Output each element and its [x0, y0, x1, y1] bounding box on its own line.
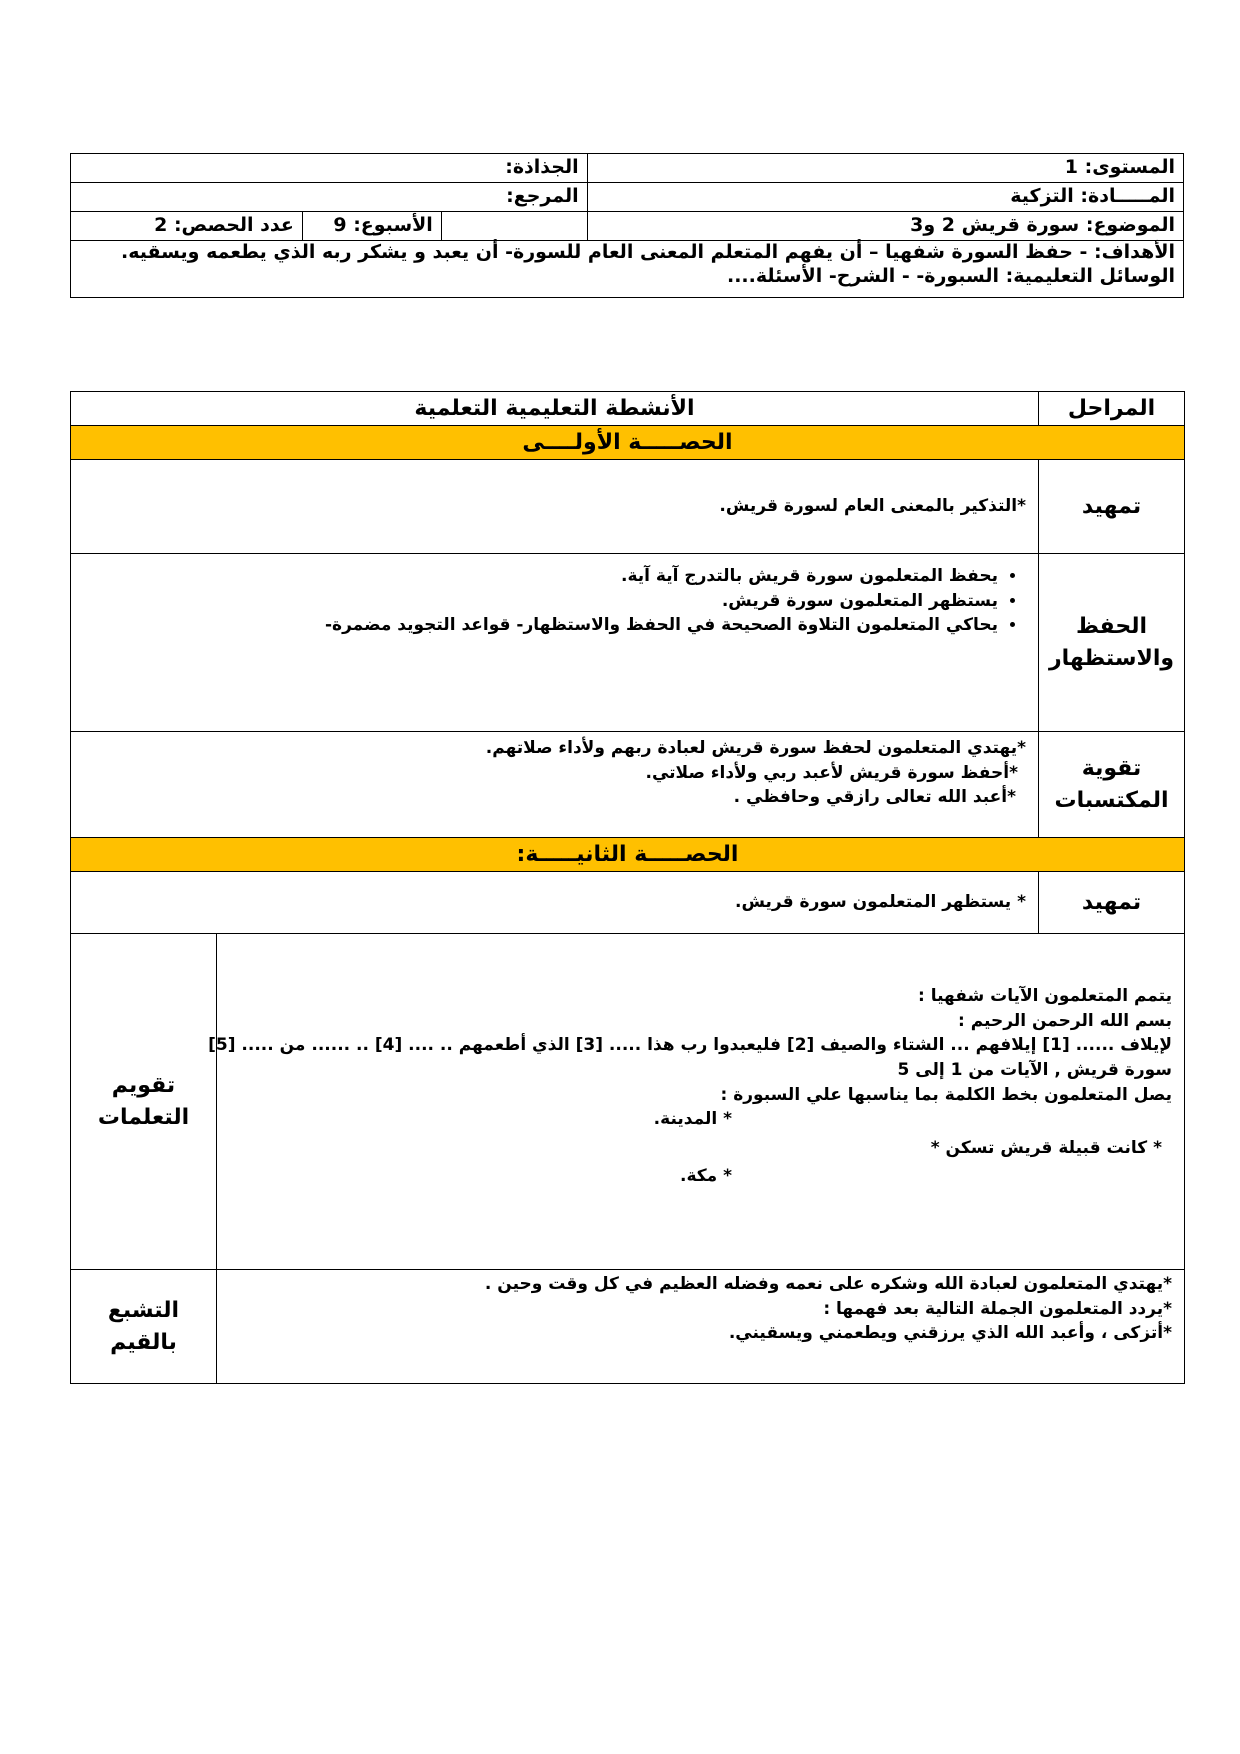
stage-intro-2: تمهيد	[1039, 872, 1185, 934]
list-item: • يحاكي المتعلمون التلاوة الصحيحة في الحفظ والاستظهار- قواعد التجويد مضمرة-	[83, 613, 998, 638]
activities-table	[70, 391, 1185, 1384]
intro-1-content	[71, 460, 1039, 554]
header-info-table	[70, 153, 1184, 298]
values-line: *يردد المتعلمون الجملة التالية بعد فهمها :	[823, 1298, 1172, 1319]
evaluation-line: بسم الله الرحمن الرحيم :	[958, 1010, 1172, 1031]
values-line: *أتزكى ، وأعبد الله الذي يرزقني ويطعمني ويسقيني.	[728, 1323, 1172, 1344]
stage-reinforcement	[1039, 732, 1185, 838]
stages-column-header: المراحل	[1039, 392, 1185, 426]
values-line: *يهتدي المتعلمون لعبادة الله وشكره على نعمه وفضله العظيم في كل وقت وحين .	[484, 1274, 1172, 1294]
reinforcement-line: *يهتدي المتعلمون لحفظ سورة قريش لعبادة ربهم ولأداء صلاتهم.	[485, 738, 1026, 758]
level-cell: المستوى: 1	[587, 154, 1183, 183]
match-sentence: * كانت قبيلة قريش تسكن *	[930, 1137, 1162, 1158]
session-2-title: الحصـــــة الثانيـــــة:	[71, 838, 1185, 872]
stage-evaluation-line-1: تقويم	[111, 1072, 176, 1098]
evaluation-content	[208, 934, 1185, 1270]
reference-cell: المرجع:	[71, 183, 588, 212]
memorization-content	[71, 554, 1039, 732]
evaluation-line: لإيلاف ...... [1] إيلافهم ... الشتاء والصيف [2] فليعبدوا رب هذا ..... [3] الذي أطعمهم .. .... [4] .. ...... من ..... [5]	[208, 1035, 1172, 1056]
week-cell: الأسبوع: 9	[302, 212, 441, 241]
subject-cell: المـــــادة: التزكية	[587, 183, 1183, 212]
objectives-text: الأهداف: - حفظ السورة شفهيا – أن يفهم المتعلم المعنى العام للسورة- أن يعبد و يشكر ربه الذي يطعمه ويسقيه.	[121, 241, 1175, 263]
stage-values: التشبع بالقيم	[71, 1270, 217, 1384]
values-content	[217, 1270, 1185, 1384]
topic-cell: الموضوع: سورة قريش 2 و3	[587, 212, 1183, 241]
session-1-title: الحصـــــة الأولــــى	[71, 426, 1185, 460]
stage-intro-1: تمهيد	[1039, 460, 1185, 554]
memorization-list	[83, 564, 1026, 638]
sessions-count-cell: عدد الحصص: 2	[71, 212, 303, 241]
evaluation-line: يتمم المتعلمون الآيات شفهيا :	[917, 986, 1172, 1006]
activities-column-header: الأنشطة التعليمية التعلمية	[71, 392, 1039, 426]
evaluation-line: يصل المتعلمون بخط الكلمة بما يناسبها علي السبورة :	[720, 1084, 1172, 1105]
objectives-cell	[71, 241, 1184, 298]
stage-reinforcement-line-2: المكتسبات	[1054, 787, 1169, 813]
match-option-2: * مكة.	[680, 1166, 732, 1187]
list-item: • يستظهر المتعلمون سورة قريش.	[83, 589, 998, 614]
stage-memorization-line-2: والاستظهار	[1048, 645, 1175, 671]
spacer-cell	[441, 212, 587, 241]
evaluation-line: سورة قريش , الآيات من 1 إلى 5	[897, 1059, 1172, 1080]
stage-evaluation-line-2: التعلمات	[97, 1104, 190, 1130]
match-option-1: * المدينة.	[653, 1109, 732, 1130]
stage-memorization	[1039, 554, 1185, 732]
stage-memorization-line-1: الحفظ	[1075, 613, 1148, 639]
intro-1-text: *التذكير بالمعنى العام لسورة قريش.	[719, 496, 1026, 517]
reinforcement-line: *أحفظ سورة قريش لأعبد ربي ولأداء صلاتي.	[645, 762, 1018, 783]
reinforcement-content	[71, 732, 1039, 838]
tools-text: الوسائل التعليمية: السبورة- - الشرح- الأسئلة....	[726, 264, 1175, 287]
reinforcement-line: *أعبد الله تعالى رازقي وحافظي .	[733, 787, 1016, 808]
list-item: • يحفظ المتعلمون سورة قريش بالتدرج آية آية.	[83, 564, 998, 589]
intro-2-text: * يستظهر المتعلمون سورة قريش.	[735, 892, 1026, 913]
intro-2-content	[71, 872, 1039, 934]
stage-reinforcement-line-1: تقوية	[1081, 755, 1142, 781]
stage-evaluation	[71, 934, 217, 1270]
stem-cell: الجذاذة:	[71, 154, 588, 183]
